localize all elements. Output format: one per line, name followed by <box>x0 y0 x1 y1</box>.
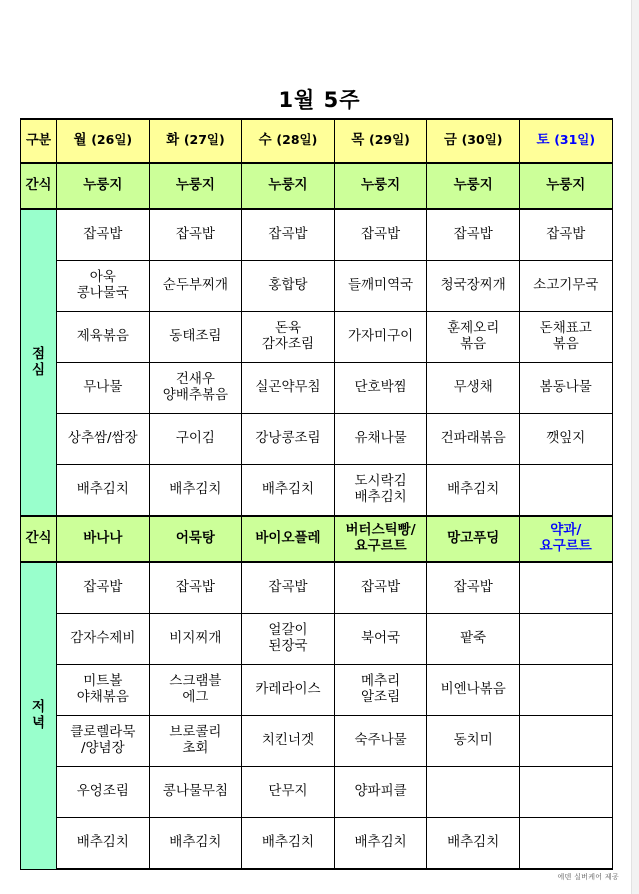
header-day-4: 목 (29일) <box>334 119 427 163</box>
lunch-cell-r2-d3: 홍합탕 <box>242 261 335 312</box>
dinner-cell-r3-d5: 비엔나볶음 <box>427 665 520 716</box>
lunch-cell-r3-d6: 돈채표고 볶음 <box>519 312 612 363</box>
lunch-row-5 <box>21 414 613 465</box>
dinner-cell-r5-d6 <box>519 767 612 818</box>
dinner-cell-r5-d2: 콩나물무침 <box>149 767 242 818</box>
afternoon-snack-cell-1: 바나나 <box>57 516 150 562</box>
header-day-5: 금 (30일) <box>427 119 520 163</box>
lunch-cell-r6-d1: 배추김치 <box>57 465 150 517</box>
dinner-cell-r1-d6 <box>519 562 612 614</box>
lunch-cell-r4-d5: 무생채 <box>427 363 520 414</box>
lunch-cell-r4-d4: 단호박찜 <box>334 363 427 414</box>
dinner-cell-r2-d3: 얼갈이 된장국 <box>242 614 335 665</box>
lunch-cell-r6-d5: 배추김치 <box>427 465 520 517</box>
morning-snack-cell-4: 누룽지 <box>334 163 427 209</box>
dinner-cell-r3-d6 <box>519 665 612 716</box>
lunch-cell-r4-d1: 무나물 <box>57 363 150 414</box>
afternoon-snack-cell-3: 바이오플레 <box>242 516 335 562</box>
afternoon-snack-label: 간식 <box>21 516 57 562</box>
header-day-2: 화 (27일) <box>149 119 242 163</box>
lunch-cell-r6-d4: 도시락김 배추김치 <box>334 465 427 517</box>
lunch-cell-r5-d1: 상추쌈/쌈장 <box>57 414 150 465</box>
lunch-cell-r3-d5: 훈제오리 볶음 <box>427 312 520 363</box>
morning-snack-label: 간식 <box>21 163 57 209</box>
lunch-cell-r5-d4: 유채나물 <box>334 414 427 465</box>
lunch-cell-r1-d4: 잡곡밥 <box>334 209 427 261</box>
page-title: 1월 5주 <box>278 88 361 112</box>
footer-credit: 에덴 실버케어 제공 <box>557 873 619 881</box>
lunch-row-4 <box>21 363 613 414</box>
lunch-cell-r3-d1: 제육볶음 <box>57 312 150 363</box>
dinner-cell-r6-d3: 배추김치 <box>242 818 335 870</box>
lunch-cell-r2-d5: 청국장찌개 <box>427 261 520 312</box>
dinner-row-1 <box>21 562 613 614</box>
header-day-3: 수 (28일) <box>242 119 335 163</box>
lunch-section-label: 점 심 <box>21 209 57 516</box>
lunch-cell-r6-d2: 배추김치 <box>149 465 242 517</box>
dinner-cell-r4-d6 <box>519 716 612 767</box>
lunch-cell-r1-d3: 잡곡밥 <box>242 209 335 261</box>
dinner-cell-r2-d4: 북어국 <box>334 614 427 665</box>
lunch-cell-r1-d6: 잡곡밥 <box>519 209 612 261</box>
dinner-cell-r1-d4: 잡곡밥 <box>334 562 427 614</box>
afternoon-snack-cell-5: 망고푸딩 <box>427 516 520 562</box>
lunch-cell-r3-d4: 가자미구이 <box>334 312 427 363</box>
dinner-row-2 <box>21 614 613 665</box>
afternoon-snack-cell-2: 어묵탕 <box>149 516 242 562</box>
morning-snack-cell-1: 누룽지 <box>57 163 150 209</box>
dinner-row-4 <box>21 716 613 767</box>
dinner-cell-r3-d1: 미트볼 야채볶음 <box>57 665 150 716</box>
lunch-cell-r6-d3: 배추김치 <box>242 465 335 517</box>
dinner-row-3 <box>21 665 613 716</box>
morning-snack-cell-5: 누룽지 <box>427 163 520 209</box>
lunch-cell-r4-d3: 실곤약무침 <box>242 363 335 414</box>
dinner-cell-r5-d4: 양파피클 <box>334 767 427 818</box>
dinner-cell-r2-d2: 비지찌개 <box>149 614 242 665</box>
dinner-cell-r4-d5: 동치미 <box>427 716 520 767</box>
dinner-cell-r1-d2: 잡곡밥 <box>149 562 242 614</box>
dinner-cell-r2-d5: 팥죽 <box>427 614 520 665</box>
lunch-row-3 <box>21 312 613 363</box>
dinner-cell-r1-d3: 잡곡밥 <box>242 562 335 614</box>
lunch-cell-r2-d2: 순두부찌개 <box>149 261 242 312</box>
lunch-cell-r4-d2: 건새우 양배추볶음 <box>149 363 242 414</box>
lunch-cell-r4-d6: 봄동나물 <box>519 363 612 414</box>
afternoon-snack-cell-6: 약과/ 요구르트 <box>519 516 612 562</box>
dinner-cell-r5-d1: 우엉조림 <box>57 767 150 818</box>
dinner-cell-r6-d1: 배추김치 <box>57 818 150 870</box>
dinner-cell-r6-d4: 배추김치 <box>334 818 427 870</box>
page-edge-shadow <box>631 0 639 894</box>
dinner-cell-r3-d3: 카레라이스 <box>242 665 335 716</box>
header-label-cell: 구분 <box>21 119 57 163</box>
lunch-cell-r1-d1: 잡곡밥 <box>57 209 150 261</box>
dinner-cell-r4-d3: 치킨너겟 <box>242 716 335 767</box>
lunch-row-2 <box>21 261 613 312</box>
dinner-cell-r3-d2: 스크램블 에그 <box>149 665 242 716</box>
dinner-cell-r3-d4: 메추리 알조림 <box>334 665 427 716</box>
menu-table-body <box>21 119 613 869</box>
lunch-cell-r3-d2: 동태조림 <box>149 312 242 363</box>
dinner-cell-r5-d3: 단무지 <box>242 767 335 818</box>
lunch-row-1 <box>21 209 613 261</box>
dinner-cell-r1-d5: 잡곡밥 <box>427 562 520 614</box>
dinner-cell-r6-d5: 배추김치 <box>427 818 520 870</box>
dinner-cell-r2-d1: 감자수제비 <box>57 614 150 665</box>
dinner-cell-r4-d2: 브로콜리 초회 <box>149 716 242 767</box>
morning-snack-row <box>21 163 613 209</box>
weekly-menu-table <box>20 118 613 870</box>
dinner-cell-r2-d6 <box>519 614 612 665</box>
lunch-cell-r5-d3: 강낭콩조림 <box>242 414 335 465</box>
lunch-cell-r5-d6: 깻잎지 <box>519 414 612 465</box>
lunch-cell-r6-d6 <box>519 465 612 517</box>
header-day-6: 토 (31일) <box>519 119 612 163</box>
dinner-cell-r6-d2: 배추김치 <box>149 818 242 870</box>
lunch-cell-r2-d4: 들깨미역국 <box>334 261 427 312</box>
dinner-section-label: 저 녁 <box>21 562 57 869</box>
afternoon-snack-row <box>21 516 613 562</box>
afternoon-snack-cell-4: 버터스틱빵/ 요구르트 <box>334 516 427 562</box>
dinner-row-6 <box>21 818 613 870</box>
lunch-cell-r1-d2: 잡곡밥 <box>149 209 242 261</box>
lunch-cell-r1-d5: 잡곡밥 <box>427 209 520 261</box>
dinner-row-5 <box>21 767 613 818</box>
dinner-cell-r1-d1: 잡곡밥 <box>57 562 150 614</box>
morning-snack-cell-2: 누룽지 <box>149 163 242 209</box>
lunch-cell-r2-d6: 소고기무국 <box>519 261 612 312</box>
morning-snack-cell-3: 누룽지 <box>242 163 335 209</box>
header-day-1: 월 (26일) <box>57 119 150 163</box>
morning-snack-cell-6: 누룽지 <box>519 163 612 209</box>
lunch-cell-r3-d3: 돈육 감자조림 <box>242 312 335 363</box>
lunch-row-6 <box>21 465 613 517</box>
dinner-cell-r5-d5 <box>427 767 520 818</box>
dinner-cell-r6-d6 <box>519 818 612 870</box>
dinner-cell-r4-d4: 숙주나물 <box>334 716 427 767</box>
lunch-cell-r2-d1: 아욱 콩나물국 <box>57 261 150 312</box>
dinner-cell-r4-d1: 클로렐라묵 /양념장 <box>57 716 150 767</box>
header-row <box>21 119 613 163</box>
lunch-cell-r5-d2: 구이김 <box>149 414 242 465</box>
lunch-cell-r5-d5: 건파래볶음 <box>427 414 520 465</box>
